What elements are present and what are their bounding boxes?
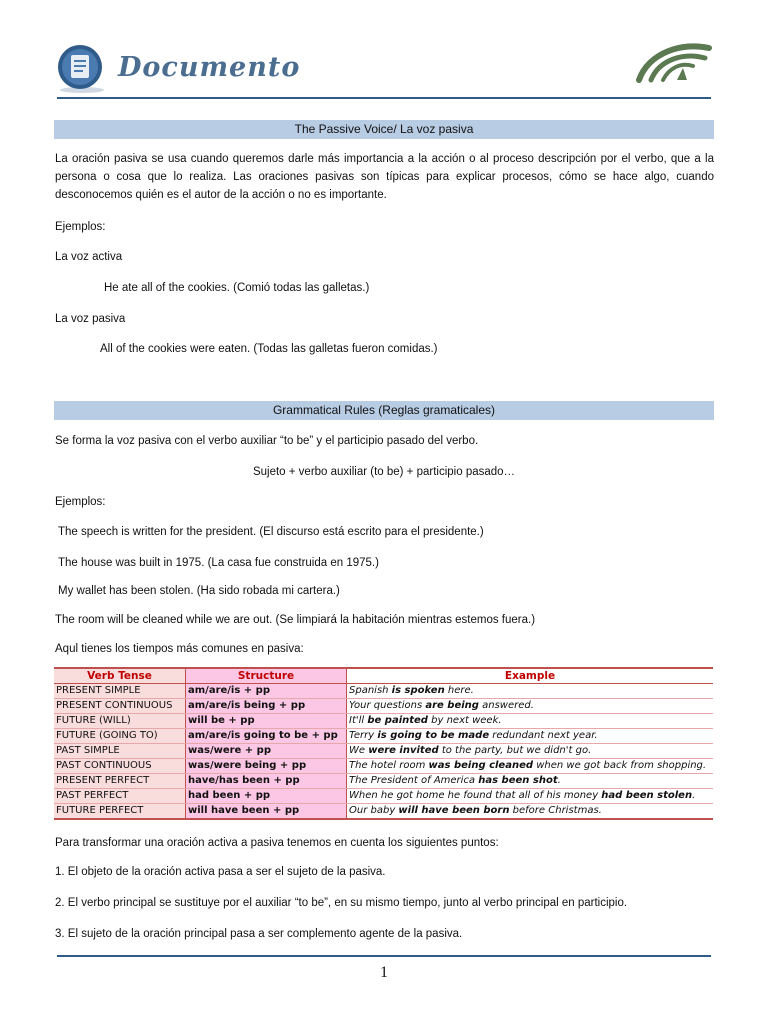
example-text: answered. xyxy=(478,700,534,711)
structure-cell: had been + pp xyxy=(186,789,347,804)
table-row xyxy=(54,804,713,820)
example-text: Our baby xyxy=(349,805,399,816)
tense-cell: PAST CONTINUOUS xyxy=(54,759,186,774)
structure-cell: am/are/is going to be + pp xyxy=(186,729,347,744)
example-text: redundant next year. xyxy=(489,730,598,741)
table-row xyxy=(54,744,713,759)
header-example: Example xyxy=(347,668,714,684)
example-text: When he got home he found that all of his money xyxy=(349,790,602,801)
example-passive-verb: is spoken xyxy=(391,685,445,696)
example-cell xyxy=(347,729,714,744)
example-passive-verb: will have been born xyxy=(398,805,510,816)
example-cell xyxy=(347,804,714,820)
table-row xyxy=(54,684,713,699)
examples-label: Ejemplos: xyxy=(55,221,106,233)
example-text: here. xyxy=(444,685,474,696)
example-passive-verb: were invited xyxy=(368,745,439,756)
passive-voice-label: La voz pasiva xyxy=(55,313,126,325)
example-text: by next week. xyxy=(427,715,502,726)
institution-logo-icon xyxy=(633,38,713,83)
tense-cell: PRESENT CONTINUOUS xyxy=(54,699,186,714)
passive-example: All of the cookies were eaten. (Todas las galletas fueron comidas.) xyxy=(100,343,438,355)
tense-cell: PRESENT SIMPLE xyxy=(54,684,186,699)
example-text: . xyxy=(557,775,561,786)
rule-text: Se forma la voz pasiva con el verbo auxiliar “to be” y el participio pasado del verbo. xyxy=(55,435,479,447)
active-voice-label: La voz activa xyxy=(55,251,123,263)
table-row xyxy=(54,774,713,789)
section-title-passive-voice: The Passive Voice/ La voz pasiva xyxy=(54,120,714,139)
example-passive-verb: is going to be made xyxy=(377,730,490,741)
example-passive-verb: be painted xyxy=(367,715,428,726)
active-example: He ate all of the cookies. (Comió todas las galletas.) xyxy=(104,282,370,294)
example-text: It'll xyxy=(349,715,368,726)
example-cell xyxy=(347,744,714,759)
table-intro: Aqul tienes los tiempos más comunes en pasiva: xyxy=(55,643,304,655)
example-cell xyxy=(347,759,714,774)
transform-point: 1. El objeto de la oración activa pasa a ser el sujeto de la pasiva. xyxy=(55,866,386,878)
passive-tenses-table xyxy=(54,667,713,820)
example-text: when we got back from shopping. xyxy=(533,760,707,771)
tense-cell: FUTURE (WILL) xyxy=(54,714,186,729)
example-text: to the party, but we didn't go. xyxy=(438,745,592,756)
structure-cell: am/are/is being + pp xyxy=(186,699,347,714)
table-row xyxy=(54,759,713,774)
transform-point: 3. El sujeto de la oración principal pasa a ser complemento agente de la pasiva. xyxy=(55,928,463,940)
example-sentence: The house was built in 1975. (La casa fue construida en 1975.) xyxy=(58,557,379,569)
example-text: Your questions xyxy=(349,700,426,711)
footer-divider xyxy=(57,955,711,957)
structure-cell: am/are/is + pp xyxy=(186,684,347,699)
header-structure: Structure xyxy=(186,668,347,684)
table-row xyxy=(54,789,713,804)
table-row xyxy=(54,714,713,729)
example-sentence: My wallet has been stolen. (Ha sido robada mi cartera.) xyxy=(58,585,340,597)
examples-label-2: Ejemplos: xyxy=(55,496,106,508)
example-text: Terry xyxy=(349,730,378,741)
intro-paragraph: La oración pasiva se usa cuando queremos darle más importancia a la acción o al proceso descripción por el verbo, que a la persona o cosa que lo realiza. Las oraciones pasivas son típicas para explicar procesos, cómo se hace algo, cuando desconocemos quién es el autor de la acción o no es importante. xyxy=(55,153,714,201)
example-text: . xyxy=(692,790,696,801)
example-cell xyxy=(347,714,714,729)
tense-cell: FUTURE PERFECT xyxy=(54,804,186,820)
section-title-grammatical-rules: Grammatical Rules (Reglas gramaticales) xyxy=(54,401,714,420)
header-divider xyxy=(57,97,711,99)
example-cell xyxy=(347,789,714,804)
structure-cell: have/has been + pp xyxy=(186,774,347,789)
transform-point: 2. El verbo principal se sustituye por el auxiliar “to be”, en su mismo tiempo, junto al verbo principal en participio. xyxy=(55,897,628,909)
table-row xyxy=(54,729,713,744)
structure-cell: will have been + pp xyxy=(186,804,347,820)
example-cell xyxy=(347,699,714,714)
example-sentence: The room will be cleaned while we are out. (Se limpiará la habitación mientras estemos fuera.) xyxy=(55,614,536,626)
example-passive-verb: are being xyxy=(425,700,479,711)
structure-cell: will be + pp xyxy=(186,714,347,729)
page-number: 1 xyxy=(380,964,388,981)
table-header-row xyxy=(54,668,713,684)
example-sentence: The speech is written for the president. (El discurso está escrito para el presidente.) xyxy=(58,526,484,538)
structure-cell: was/were being + pp xyxy=(186,759,347,774)
tense-cell: PAST SIMPLE xyxy=(54,744,186,759)
header-verb-tense: Verb Tense xyxy=(54,668,186,684)
example-cell xyxy=(347,684,714,699)
example-text: The hotel room xyxy=(349,760,429,771)
structure-cell: was/were + pp xyxy=(186,744,347,759)
example-text: before Christmas. xyxy=(509,805,602,816)
example-passive-verb: had been stolen xyxy=(601,790,693,801)
tense-cell: PAST PERFECT xyxy=(54,789,186,804)
example-passive-verb: was being cleaned xyxy=(428,760,534,771)
example-text: We xyxy=(349,745,369,756)
example-text: Spanish xyxy=(349,685,392,696)
example-text: The President of America xyxy=(349,775,479,786)
tense-cell: PRESENT PERFECT xyxy=(54,774,186,789)
table-row xyxy=(54,699,713,714)
transform-intro: Para transformar una oración activa a pasiva tenemos en cuenta los siguientes puntos: xyxy=(55,837,499,849)
formula-text: Sujeto + verbo auxiliar (to be) + participio pasado… xyxy=(252,466,516,478)
example-passive-verb: has been shot xyxy=(478,775,558,786)
example-cell xyxy=(347,774,714,789)
logo-text: Documento xyxy=(118,52,301,83)
tense-cell: FUTURE (GOING TO) xyxy=(54,729,186,744)
document-logo-icon xyxy=(52,42,112,94)
